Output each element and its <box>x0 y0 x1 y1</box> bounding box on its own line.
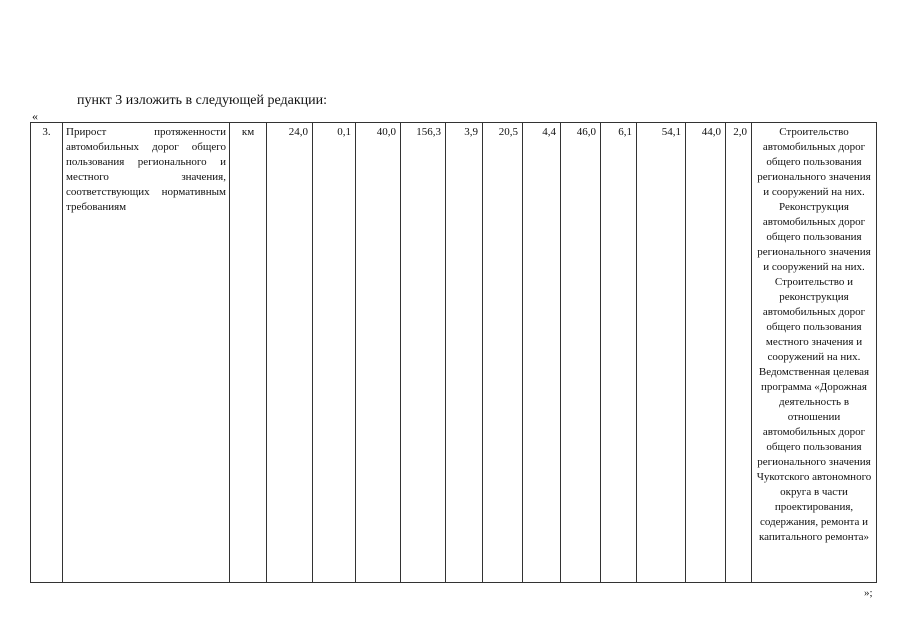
value-cell: 2,0 <box>726 123 752 583</box>
closing-quote: »; <box>864 587 873 599</box>
value-cell: 24,0 <box>267 123 313 583</box>
indicator-name: Прирост протяженности автомобильных дорог общего пользования регионального и местного значения, соответствующих нормативным требованиям <box>63 123 230 583</box>
value-cell: 156,3 <box>401 123 446 583</box>
opening-quote: « <box>32 109 38 123</box>
value-cell: 46,0 <box>561 123 601 583</box>
intro-text: пункт 3 изложить в следующей редакции: <box>77 93 327 108</box>
indicator-table <box>30 122 877 583</box>
row-number: 3. <box>31 123 63 583</box>
table-row <box>31 123 877 583</box>
program-cell <box>752 123 877 583</box>
value-cell: 6,1 <box>601 123 637 583</box>
value-cell: 54,1 <box>637 123 686 583</box>
program-departmental: Ведомственная целевая программа «Дорожная деятельность в отношении автомобильных дорог общего пользования регионального значения Чукотского автономного округа в части проектирования, содержания, ремонта и капитального ремонта» <box>756 366 872 543</box>
value-cell: 3,9 <box>446 123 483 583</box>
value-cell: 20,5 <box>483 123 523 583</box>
program-reconstruction-regional: Реконструкция автомобильных дорог общего пользования регионального значения и сооружений на них. <box>757 201 871 273</box>
value-cell: 0,1 <box>313 123 356 583</box>
value-cell: 4,4 <box>523 123 561 583</box>
unit-cell: км <box>230 123 267 583</box>
value-cell: 40,0 <box>356 123 401 583</box>
program-construction-regional: Строительство автомобильных дорог общего пользования регионального значения и сооружений на них. <box>757 126 871 198</box>
value-cell: 44,0 <box>686 123 726 583</box>
program-construction-local: Строительство и реконструкция автомобильных дорог общего пользования местного значения и сооружений на них. <box>762 276 866 363</box>
